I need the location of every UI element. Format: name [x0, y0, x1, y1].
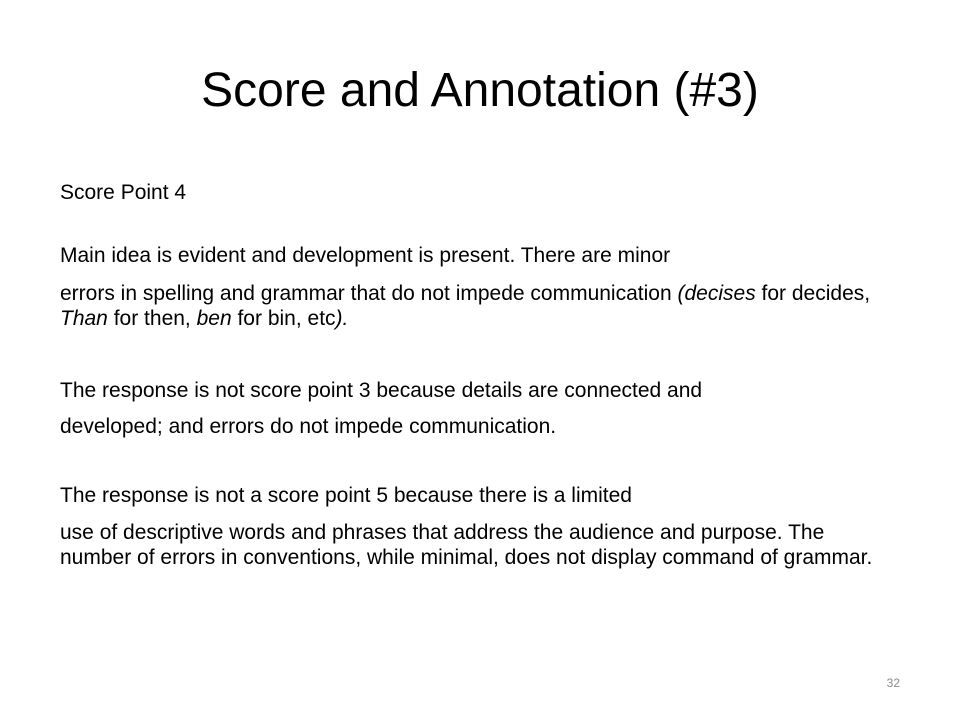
slide-title: Score and Annotation (#3) [201, 64, 759, 117]
annotation-paragraph-3-continued: use of descriptive words and phrases that address the audience and purpose. The number of errors in conventions, while minimal, does not display command of grammar. [60, 521, 873, 569]
error-example-ben: ben [196, 307, 232, 330]
annotation-paragraph-3-line-1: The response is not a score point 5 because there is a limited [60, 484, 632, 507]
annotation-paragraph-1-continued [60, 281, 880, 331]
paragraph-1-text: errors in spelling and grammar that do not impede communication [60, 282, 672, 305]
page-number: 32 [886, 676, 900, 690]
close-paren: ). [335, 307, 349, 330]
annotation-paragraph-2-line-1: The response is not score point 3 because details are connected and [60, 379, 703, 402]
error-example-than-correction: for then, [107, 307, 197, 330]
error-example-than: Than [60, 307, 108, 330]
open-paren: ( [677, 282, 685, 305]
error-example-ben-correction: for bin, etc [231, 307, 336, 330]
annotation-paragraph-2-line-2: developed; and errors do not impede communication. [60, 415, 557, 438]
error-example-decises-correction: for decides, [755, 282, 871, 305]
annotation-paragraph-1-line-1: Main idea is evident and development is present. There are minor [60, 244, 671, 267]
error-example-decises: decises [684, 282, 756, 305]
score-point-heading: Score Point 4 [60, 181, 187, 204]
